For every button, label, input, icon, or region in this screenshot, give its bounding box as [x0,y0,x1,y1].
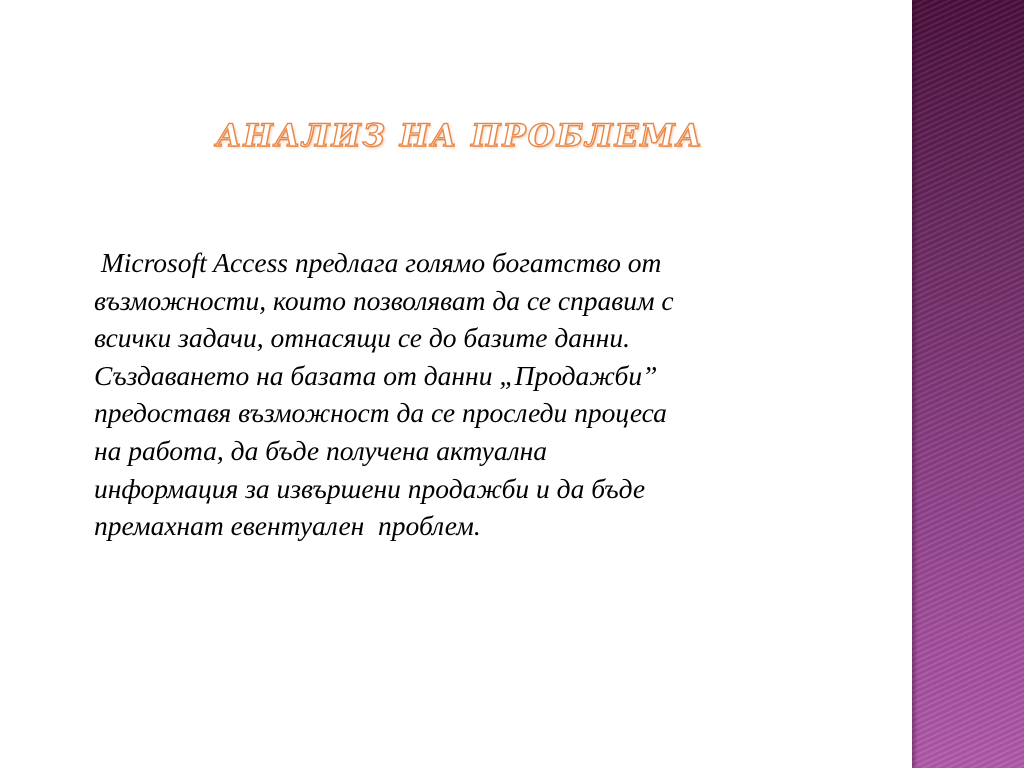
decorative-side-band [912,0,1024,768]
slide-body-text [94,244,874,545]
body-line: премахнат евентуален проблем. [94,510,481,542]
body-line: Microsoft Access предлага голямо богатство от [94,247,662,278]
body-line: на работа, да бъде получена актуална [94,434,547,466]
body-line: информация за извършени продажби и да бъде [94,472,646,504]
body-line: всички задачи, отнасящи се до базите данни. [94,322,630,354]
body-line: предоставя възможност да се проследи процеса [94,397,667,429]
slide-title: АНАЛИЗ НА ПРОБЛЕМА [216,118,704,154]
body-line: Създаването на базата от данни „Продажби” [94,359,658,391]
body-line: възможности, които позволяват да се справим с [94,284,674,316]
